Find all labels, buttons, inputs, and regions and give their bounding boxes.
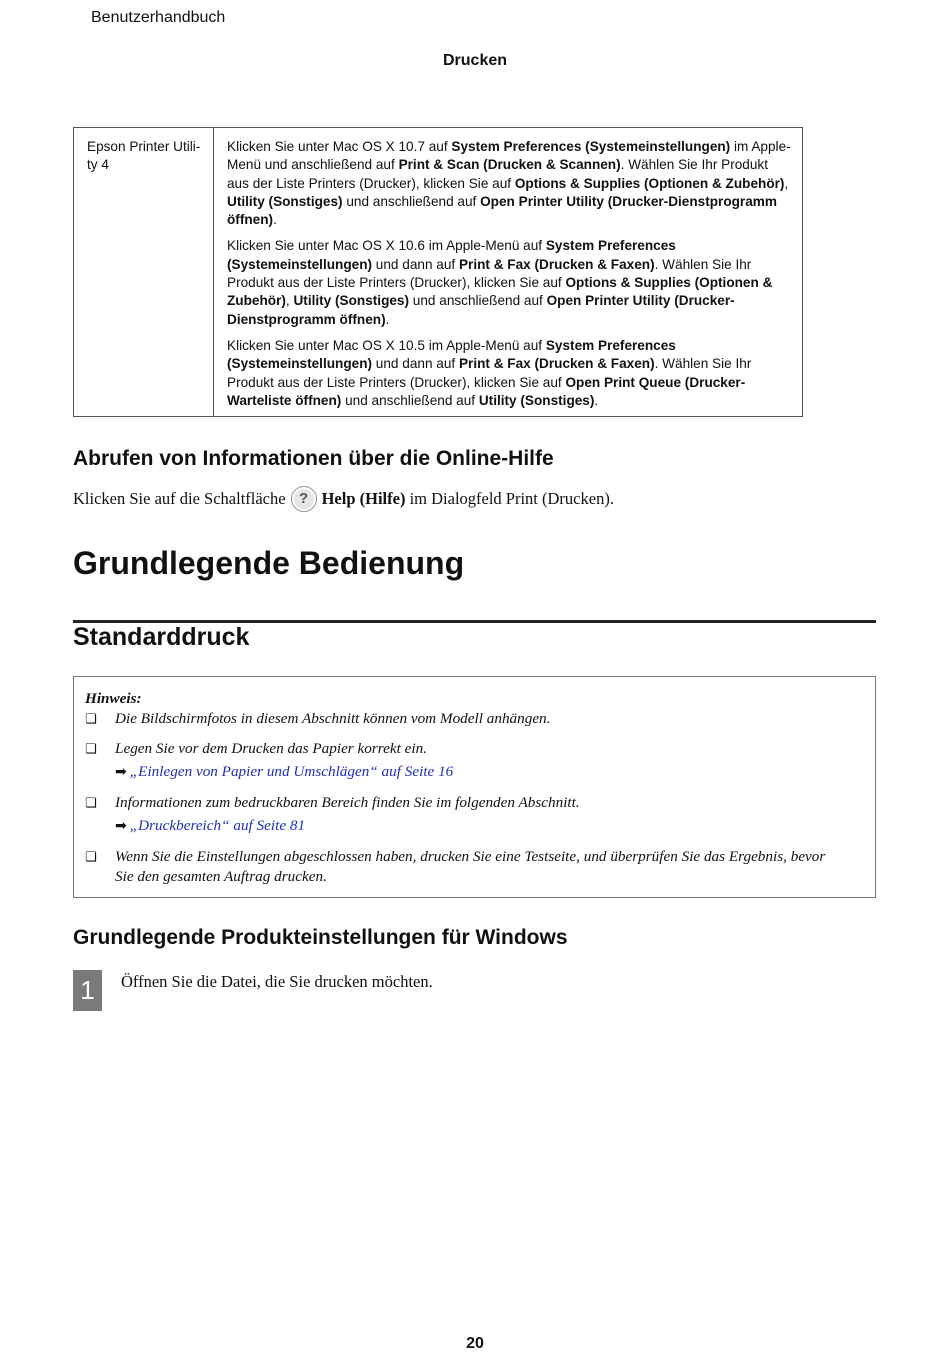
utility-name-line: Epson Printer Utili-: [87, 139, 201, 154]
instruction-paragraph-2: [227, 237, 792, 328]
ui-term: System Preferences (Systemeinstellungen): [227, 238, 676, 272]
ui-term: Utility (Sonstiges): [227, 193, 343, 209]
list-item: [85, 739, 845, 782]
utility-table: [73, 127, 803, 417]
ui-term: Print & Fax (Drucken & Faxen): [458, 256, 655, 272]
text-run: Klicken Sie unter Mac OS X 10.5 im Apple-Menü auf: [227, 337, 546, 353]
text-run: und anschließend auf: [342, 193, 481, 209]
help-button-label: Help (Hilfe): [321, 489, 406, 508]
text-run: . Wählen Sie Ihr Produkt aus der Liste Printers (Drucker), klicken Sie auf: [227, 157, 768, 191]
ui-term: Utility (Sonstiges): [293, 293, 410, 309]
table-row: [74, 128, 803, 417]
text-run: Klicken Sie unter Mac OS X 10.6 im Apple-Menü auf: [227, 238, 546, 254]
utility-name-cell: [74, 128, 214, 417]
arrow-right-icon: ➡: [115, 817, 127, 834]
ui-term: Options & Supplies (Optionen & Zubehör): [227, 275, 773, 309]
checkbox-bullet-icon: ❏: [85, 796, 97, 811]
chapter-heading: Grundlegende Bedienung: [73, 545, 465, 581]
step-text: Öffnen Sie die Datei, die Sie drucken möchten.: [121, 972, 433, 991]
ui-term: Utility (Sonstiges): [478, 392, 595, 408]
text-run: .: [385, 311, 390, 327]
list-item: [85, 709, 845, 730]
step-number-badge: 1: [73, 970, 102, 1011]
text-run: ,: [784, 175, 789, 191]
ui-term: System Preferences (Systemeinstellungen): [227, 337, 676, 372]
text-run: .: [273, 212, 277, 228]
ui-term: Print & Fax (Drucken & Faxen): [458, 356, 655, 372]
ui-term: Print & Scan (Drucken & Scannen): [398, 157, 621, 173]
utility-description-cell: [214, 128, 803, 417]
ui-term: Open Print Queue (Drucker-Warteliste öffnen): [227, 374, 746, 408]
text-run: und dann auf: [372, 356, 459, 372]
help-question-icon: ?: [291, 486, 317, 512]
text-run: . Wählen Sie Ihr Produkt aus der Liste Printers (Drucker), klicken Sie auf: [227, 356, 752, 390]
ui-term: Open Printer Utility (Drucker-Dienstprogramm öffnen): [227, 293, 735, 327]
section-heading: Standarddruck: [73, 623, 250, 651]
list-item: [85, 847, 845, 886]
ui-term: Options & Supplies (Optionen & Zubehör): [514, 175, 785, 191]
link-druckbereich[interactable]: „Druckbereich“ auf Seite 81: [129, 816, 306, 834]
section-title: Drucken: [442, 52, 508, 69]
text-run: .: [594, 392, 599, 408]
instruction-paragraph-3: [227, 337, 792, 410]
note-title: Hinweis:: [85, 690, 142, 707]
note-list: [85, 709, 845, 887]
text-run: im Apple-Menü und anschließend auf: [227, 139, 791, 173]
page-number: 20: [466, 1335, 484, 1352]
utility-name-line: ty 4: [87, 157, 109, 173]
online-help-heading: Abrufen von Informationen über die Online-Hilfe: [73, 447, 554, 470]
instruction-paragraph-1: [227, 138, 792, 229]
checkbox-bullet-icon: ❏: [85, 742, 97, 757]
link-einlegen-papier[interactable]: „Einlegen von Papier und Umschlägen“ auf Seite 16: [129, 762, 454, 780]
note-item-text: Informationen zum bedruckbaren Bereich finden Sie im folgenden Abschnitt.: [115, 794, 580, 811]
text-run: und anschließend auf: [341, 392, 479, 408]
checkbox-bullet-icon: ❏: [85, 850, 97, 865]
text-run: und anschließend auf: [409, 293, 547, 309]
ui-term: Open Printer Utility (Drucker-Dienstprogramm öffnen): [227, 193, 777, 228]
arrow-right-icon: ➡: [115, 763, 127, 780]
note-item-text: Legen Sie vor dem Drucken das Papier korrekt ein.: [115, 740, 427, 757]
note-item-text: Die Bildschirmfotos in diesem Abschnitt können vom Modell anhängen.: [115, 709, 551, 727]
text-run: ,: [285, 293, 294, 309]
manual-title: Benutzerhandbuch: [91, 9, 226, 26]
checkbox-bullet-icon: ❏: [85, 711, 97, 727]
online-help-text-after: im Dialogfeld Print (Drucken).: [409, 489, 614, 508]
online-help-text-before: Klicken Sie auf die Schaltfläche: [73, 489, 286, 508]
text-run: Klicken Sie unter Mac OS X 10.7 auf: [227, 139, 452, 154]
text-run: und dann auf: [372, 256, 459, 272]
subsection-heading: Grundlegende Produkteinstellungen für Windows: [73, 926, 568, 949]
note-box: [73, 676, 876, 898]
note-item-text: Wenn Sie die Einstellungen abgeschlossen haben, drucken Sie eine Testseite, und überprüfen Sie das Ergebnis, bevor Sie den gesamten Auftrag drucken.: [115, 848, 826, 885]
online-help-text: [73, 486, 614, 512]
list-item: [85, 793, 845, 836]
text-run: . Wählen Sie Ihr Produkt aus der Liste Printers (Drucker), klicken Sie auf: [227, 256, 752, 291]
ui-term: System Preferences (Systemeinstellungen): [451, 139, 731, 154]
